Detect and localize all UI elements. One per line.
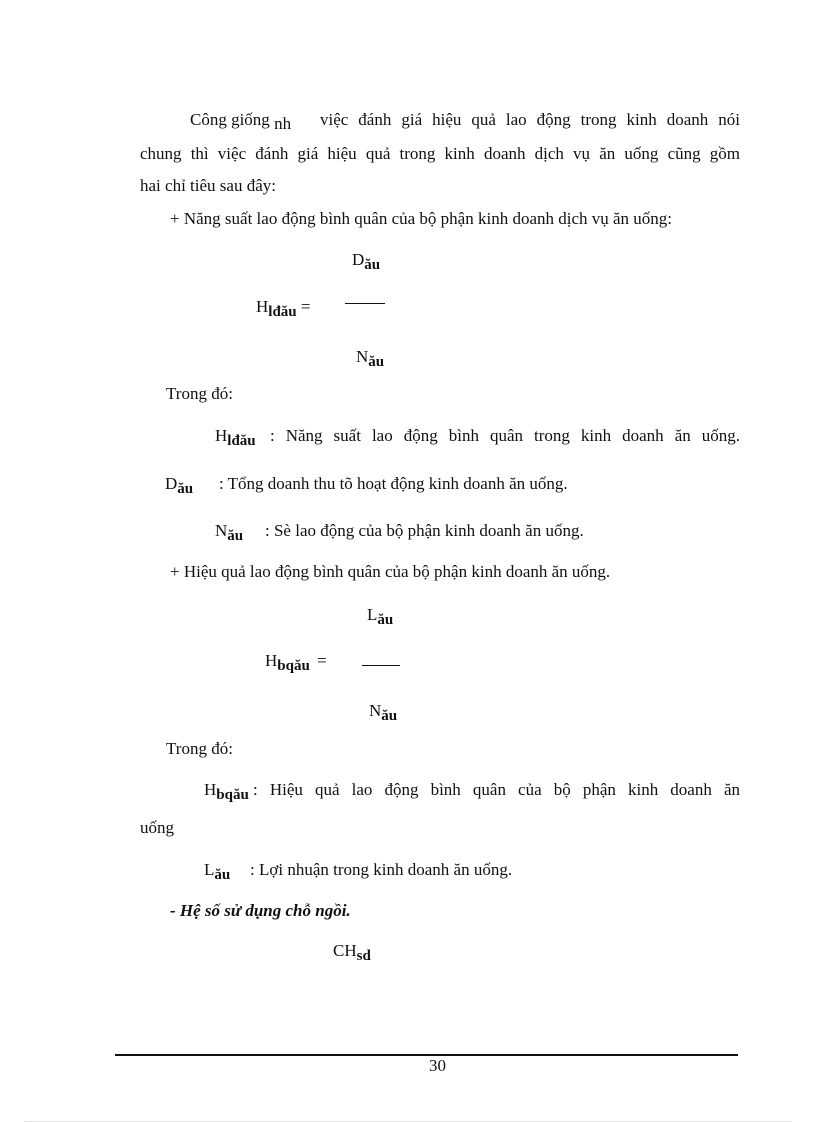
formula2-denominator	[369, 701, 398, 724]
symbol: N	[215, 521, 228, 540]
page-edge-dotted-line	[24, 1121, 792, 1122]
symbol: H	[204, 780, 217, 799]
definition-hbqau-text: : Hiệu quả lao động bình quân của bộ phận kinh doanh ăn	[253, 780, 740, 799]
symbol: H	[256, 297, 269, 316]
subscript: sd	[356, 948, 371, 964]
formula1-lhs	[256, 297, 311, 320]
page-number: 30	[429, 1056, 446, 1075]
subscript: lđău	[227, 433, 256, 449]
symbol: CH	[333, 941, 357, 960]
where-label-2: Trong đó:	[166, 739, 233, 758]
formula2-fraction-bar	[362, 665, 400, 666]
equals-sign: =	[317, 651, 327, 670]
formula2-numerator	[367, 605, 394, 628]
definition-hldau-text: : Năng suất lao động bình quân trong kinh doanh ăn uống.	[270, 426, 740, 445]
paragraph-line-1b: việc đánh giá hiệu quả lao động trong kinh doanh nói	[320, 110, 740, 129]
definition-lau-symbol	[204, 860, 231, 883]
definition-dau-symbol	[165, 474, 194, 497]
item-efficiency: + Hiệu quả lao động bình quân của bộ phận kinh doanh ăn uống.	[170, 562, 611, 581]
symbol: D	[165, 474, 178, 493]
subscript: ău	[364, 257, 381, 273]
definition-hbqau-continuation: uống	[140, 818, 174, 837]
subscript: ău	[177, 481, 194, 497]
text-segment-nh: nh	[274, 114, 292, 133]
definition-nau-symbol	[215, 521, 244, 544]
symbol: H	[265, 651, 278, 670]
paragraph-line-2: chung thì việc đánh giá hiệu quả trong kinh doanh dịch vụ ăn uống cũng gồm	[140, 144, 740, 163]
symbol: L	[367, 605, 378, 624]
definition-hbqau-symbol	[204, 780, 249, 803]
formula1-denominator	[356, 347, 385, 370]
formula3-numerator	[333, 941, 371, 964]
text-segment: Công giống	[190, 110, 270, 129]
symbol: N	[369, 701, 382, 720]
subscript: ău	[214, 867, 231, 883]
heading-seat-utilization: - Hệ số sử dụng chỗ ngồi.	[170, 901, 351, 920]
subscript: ău	[368, 354, 385, 370]
subscript: bqău	[277, 658, 310, 674]
subscript: ău	[381, 708, 398, 724]
definition-dau-text: : Tổng doanh thu tõ hoạt động kinh doanh ăn uống.	[219, 474, 568, 493]
symbol: H	[215, 426, 228, 445]
item-productivity: + Năng suất lao động bình quân của bộ phận kinh doanh dịch vụ ăn uống:	[170, 209, 673, 228]
subscript: bqău	[216, 787, 249, 803]
symbol: L	[204, 860, 215, 879]
subscript: ău	[377, 612, 394, 628]
formula1-numerator	[352, 250, 381, 273]
definition-nau-text: : Sè lao động của bộ phận kinh doanh ăn uống.	[265, 521, 584, 540]
formula2-lhs	[265, 651, 327, 674]
subscript: lđău	[268, 304, 297, 320]
formula1-fraction-bar	[345, 303, 385, 304]
definition-hldau-symbol	[215, 426, 256, 449]
where-label-1: Trong đó:	[166, 384, 233, 403]
symbol: N	[356, 347, 369, 366]
subscript: ău	[227, 528, 244, 544]
paragraph-line-1	[190, 110, 292, 133]
footer-rule	[115, 1054, 738, 1056]
definition-lau-text: : Lợi nhuận trong kinh doanh ăn uống.	[250, 860, 513, 879]
symbol: D	[352, 250, 365, 269]
equals-sign: =	[300, 297, 311, 316]
paragraph-line-3: hai chỉ tiêu sau đây:	[140, 176, 276, 195]
